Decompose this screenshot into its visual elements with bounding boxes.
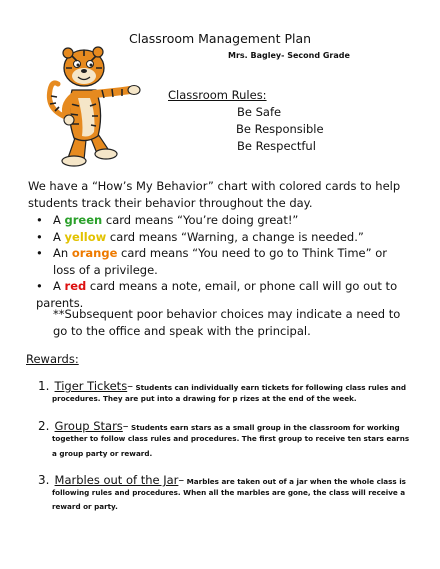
card-item-green bbox=[36, 212, 406, 229]
bullet: • bbox=[36, 213, 43, 227]
reward-text: reward or party. bbox=[52, 502, 118, 511]
rule-item: Be Respectful bbox=[237, 139, 316, 153]
reward-name: Group Stars bbox=[54, 419, 123, 433]
yellow-word: yellow bbox=[64, 230, 107, 244]
bullet: • bbox=[36, 246, 43, 260]
bullet: • bbox=[36, 230, 43, 244]
card-prefix: An bbox=[53, 246, 72, 260]
author-line: Mrs. Bagley- Second Grade bbox=[228, 51, 350, 60]
reward-text: Students can individually earn tickets for following class rules and bbox=[132, 383, 406, 392]
rewards-heading: Rewards: bbox=[26, 352, 79, 366]
reward-text: Marbles are taken out of a jar when the whole class is bbox=[184, 477, 406, 486]
reward-text: Students earn stars as a small group in the classroom for working bbox=[128, 423, 400, 432]
orange-word: orange bbox=[71, 246, 118, 260]
reward-name: Marbles out of the Jar bbox=[54, 473, 179, 487]
card-prefix: A bbox=[53, 279, 65, 293]
reward-dash: – bbox=[178, 473, 185, 487]
reward-text: a group party or reward. bbox=[52, 449, 153, 458]
card-text: card means “You’re doing great!” bbox=[102, 213, 299, 227]
note-paragraph: **Subsequent poor behavior choices may indicate a need to go to the office and speak with the principal. bbox=[53, 307, 401, 338]
card-text: card means a note, email, or phone call will go out to parents. bbox=[36, 279, 398, 310]
rule-item: Be Safe bbox=[237, 105, 282, 119]
reward-number: 1. bbox=[38, 379, 50, 393]
reward-text: together to follow class rules and procedures. The first group to receive ten stars earns bbox=[52, 434, 410, 443]
green-word: green bbox=[64, 213, 103, 227]
reward-number: 2. bbox=[38, 419, 50, 433]
reward-text: procedures. They are put into a drawing for p rizes at the end of the week. bbox=[52, 394, 357, 403]
red-word: red bbox=[64, 279, 87, 293]
card-item-orange bbox=[36, 245, 406, 278]
reward-name: Tiger Tickets bbox=[54, 379, 128, 393]
intro-paragraph: We have a “How’s My Behavior” chart with colored cards to help students track their behavior throughout the day. bbox=[28, 179, 401, 210]
reward-dash: – bbox=[122, 419, 129, 433]
card-text: card means “You need to go to Think Time” or loss of a privilege. bbox=[53, 246, 387, 277]
card-prefix: A bbox=[53, 230, 65, 244]
card-prefix: A bbox=[53, 213, 65, 227]
document-title: Classroom Management Plan bbox=[128, 31, 312, 46]
card-text: card means “Warning, a change is needed.” bbox=[106, 230, 364, 244]
rule-item: Be Responsible bbox=[236, 122, 324, 136]
reward-text: following rules and procedures. When all the marbles are gone, the class will receive a bbox=[52, 488, 406, 497]
reward-dash: – bbox=[127, 379, 133, 393]
bullet: • bbox=[36, 279, 43, 293]
reward-number: 3. bbox=[38, 473, 50, 487]
card-item-yellow bbox=[36, 229, 406, 246]
rules-heading: Classroom Rules: bbox=[168, 88, 267, 102]
tiger-mascot-image bbox=[38, 40, 148, 170]
